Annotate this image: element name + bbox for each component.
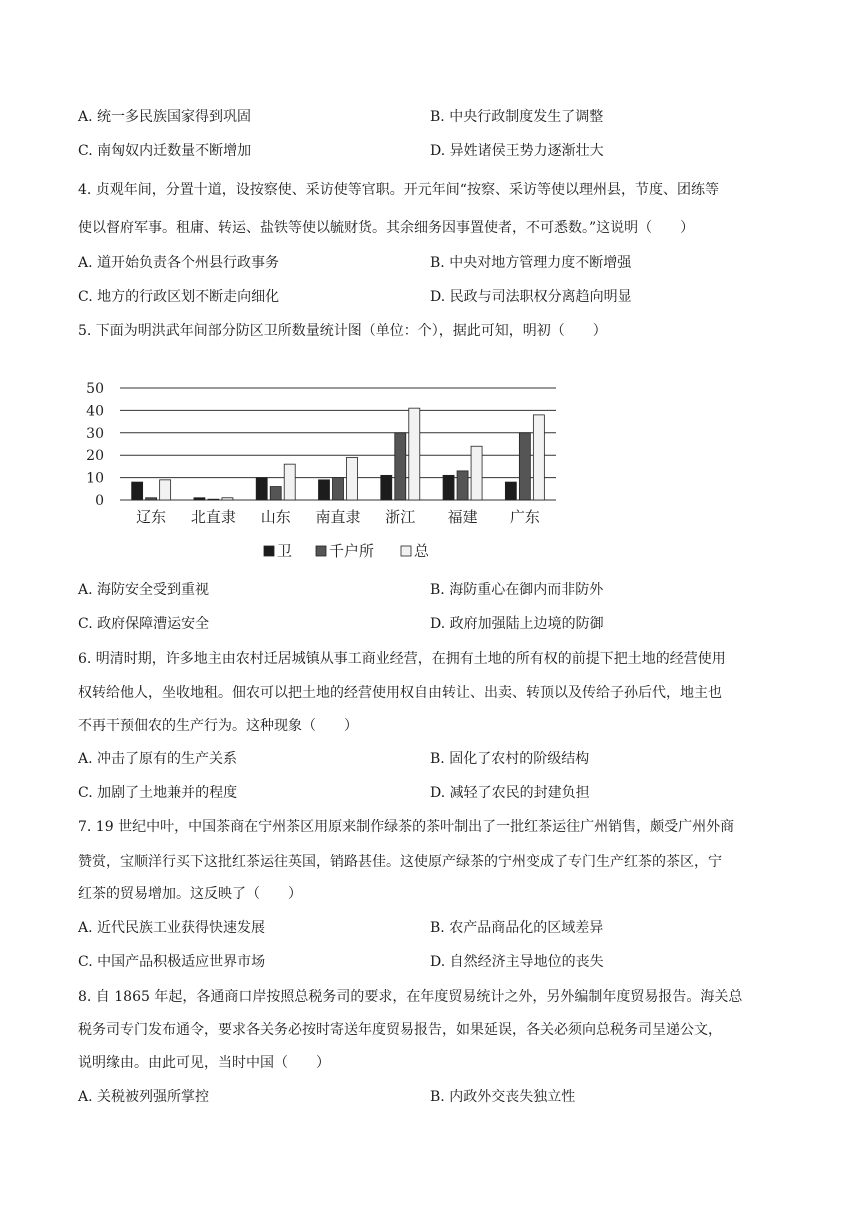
q5-option-d: D. 政府加强陆上边境的防御 [430, 616, 604, 632]
chart-bars [132, 408, 545, 500]
legend-label: 总 [414, 542, 430, 560]
legend-swatch [264, 546, 274, 556]
q7-option-d: D. 自然经济主导地位的丧失 [430, 954, 604, 970]
x-tick-label: 山东 [260, 508, 291, 526]
bar-wei [505, 482, 516, 500]
chart-x-ticks [136, 508, 540, 526]
bar-qianhusuo [270, 487, 281, 500]
y-tick-label: 20 [86, 448, 104, 465]
q6-stem-line2: 权转给他人，坐收地租。佃农可以把土地的经营使用权自由转让、出卖、转顶以及传给子孙后代，地主也 [78, 685, 722, 701]
bar-qianhusuo [146, 498, 157, 500]
x-tick-label: 辽东 [136, 508, 167, 526]
y-tick-label: 0 [95, 493, 104, 509]
q6-option-c: C. 加剧了土地兼并的程度 [78, 785, 238, 801]
q4-stem-line2: 使以督府军事。租庸、转运、盐铁等使以毓财货。其余细务因事置使者，不可悉数。”这说明（ ） [78, 220, 695, 236]
q5-option-c: C. 政府保障漕运安全 [78, 616, 210, 632]
q7-stem-line3: 红茶的贸易增加。这反映了（ ） [78, 886, 302, 902]
bar-qianhusuo [333, 478, 344, 500]
bar-qianhusuo [519, 433, 530, 500]
q8-stem-line2: 税务司专门发布通令，要求各关务必按时寄送年度贸易报告，如果延误，各关必须向总税务司呈递公文， [78, 1022, 722, 1038]
q8-stem-line1: 8. 自 1865 年起，各通商口岸按照总税务司的要求，在年度贸易统计之外，另外编制年度贸易报告。海关总 [78, 989, 743, 1005]
q7-option-b: B. 农产品商品化的区域差异 [430, 920, 604, 936]
q4-option-c: C. 地方的行政区划不断走向细化 [78, 289, 280, 305]
garrison-bar-chart [78, 372, 598, 568]
q3-option-d: D. 异姓诸侯王势力逐渐壮大 [430, 143, 604, 159]
q6-option-b: B. 固化了农村的阶级结构 [430, 751, 590, 767]
bar-qianhusuo [457, 471, 468, 500]
legend-swatch [401, 546, 411, 556]
y-tick-label: 30 [86, 425, 104, 442]
q4-option-a: A. 道开始负责各个州县行政事务 [78, 255, 280, 271]
bar-total [533, 415, 544, 500]
bar-total [471, 446, 482, 500]
q5-option-b: B. 海防重心在御内而非防外 [430, 582, 604, 598]
bar-wei [132, 482, 143, 500]
bar-wei [256, 478, 267, 500]
q6-option-d: D. 减轻了农民的封建负担 [430, 785, 590, 801]
q5-option-a: A. 海防安全受到重视 [78, 582, 210, 598]
legend-label: 卫 [277, 542, 293, 560]
q4-stem-line1: 4. 贞观年间，分置十道，设按察使、采访使等官职。开元年间“按察、采访等使以理州县，节度、团练等 [78, 182, 719, 198]
q8-stem-line3: 说明缘由。由此可见，当时中国（ ） [78, 1055, 330, 1071]
q3-option-a: A. 统一多民族国家得到巩固 [78, 109, 252, 125]
x-tick-label: 北直隶 [190, 508, 236, 526]
q5-stem-line1: 5. 下面为明洪武年间部分防区卫所数量统计图（单位：个），据此可知，明初（ ） [78, 323, 607, 339]
q3-option-b: B. 中央行政制度发生了调整 [430, 109, 604, 125]
q6-stem-line3: 不再干预佃农的生产行为。这种现象（ ） [78, 718, 358, 734]
y-tick-label: 10 [86, 470, 104, 487]
y-tick-label: 40 [86, 403, 104, 420]
q7-option-c: C. 中国产品积极适应世界市场 [78, 954, 266, 970]
q6-stem-line1: 6. 明清时期，许多地主由农村迁居城镇从事工商业经营，在拥有土地的所有权的前提下把土地的经营使用 [78, 651, 726, 667]
bar-qianhusuo [395, 433, 406, 500]
chart-legend [264, 542, 430, 560]
q8-option-a: A. 关税被列强所掌控 [78, 1089, 210, 1105]
q7-option-a: A. 近代民族工业获得快速发展 [78, 920, 266, 936]
bar-wei [319, 480, 330, 500]
q3-option-c: C. 南匈奴内迁数量不断增加 [78, 143, 252, 159]
y-tick-label: 50 [86, 381, 104, 397]
x-tick-label: 福建 [447, 508, 478, 526]
x-tick-label: 浙江 [385, 508, 416, 526]
bar-wei [381, 475, 392, 500]
legend-label: 千户所 [329, 542, 375, 560]
x-tick-label: 广东 [509, 508, 540, 526]
x-tick-label: 南直隶 [315, 508, 361, 526]
bar-total [284, 464, 295, 500]
bar-total [347, 457, 358, 500]
q4-option-b: B. 中央对地方管理力度不断增强 [430, 255, 632, 271]
bar-total [160, 480, 171, 500]
q7-stem-line2: 赞赏，宝顺洋行买下这批红茶运往英国，销路甚佳。这使原产绿茶的宁州变成了专门生产红茶的茶区，宁 [78, 854, 722, 870]
legend-swatch [316, 546, 326, 556]
q7-stem-line1: 7. 19 世纪中叶，中国茶商在宁州茶区用原来制作绿茶的茶叶制出了一批红茶运往广州销售，颇受广州外商 [78, 819, 735, 835]
bar-wei [194, 498, 205, 500]
chart-y-ticks [86, 381, 104, 509]
bar-qianhusuo [208, 499, 219, 500]
bar-wei [443, 475, 454, 500]
q4-option-d: D. 民政与司法职权分离趋向明显 [430, 289, 632, 305]
bar-total [222, 498, 233, 500]
q8-option-b: B. 内政外交丧失独立性 [430, 1089, 576, 1105]
bar-total [409, 408, 420, 500]
q6-option-a: A. 冲击了原有的生产关系 [78, 751, 238, 767]
